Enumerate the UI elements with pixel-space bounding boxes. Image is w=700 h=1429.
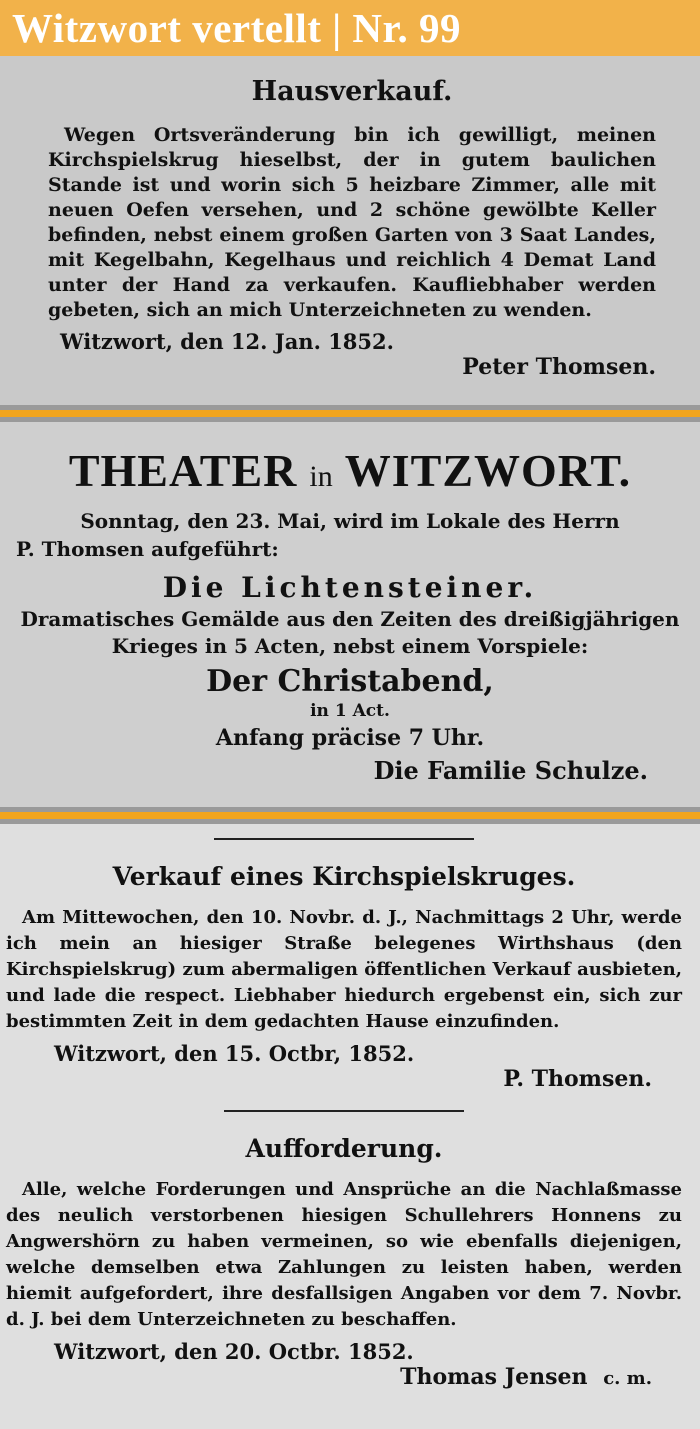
theater-word: THEATER [68,445,298,496]
ad-body: Am Mittewochen, den 10. Novbr. d. J., Nachmittags 2 Uhr, werde ich mein an hiesiger Straße belegenes Wirthshaus (den Kirchspielskrug) zum abermaligen öffentlichen Verkauf ausbieten, und lade die respect. Liebhaber hiedurch ergebenst ein, sich zur bestimmten Zeit in dem gedachten Hause einzufinden. [6,907,682,1032]
ad-body-aufforderung: Alle, welche Forderungen und Ansprüche an die Nachlaßmasse des neulich verstorbenen hiesigen Schullehrers Honnens zu Angwershörn zu haben vermeinen, so wie ebenfalls diejenigen, welche demselben etwa Zahlungen zu leisten haben, werden hiemit aufgefordert, ihre desfallsigen Angaben vor dem 7. Novbr. d. J. bei dem Unterzeichneten zu beschaffen. [6,1179,682,1330]
page-title: Witzwort vertellt | Nr. 99 [12,5,461,51]
theater-date-line: Sonntag, den 23. Mai, wird im Lokale des Herrn [80,509,620,533]
ad-hausverkauf [0,56,700,405]
play-description-1: Dramatisches Gemälde aus den Zeiten des dreißigjährigen [20,607,680,631]
ad-signature: Peter Thomsen. [462,354,656,380]
top-rule [214,838,474,840]
ad-title-aufforderung: Aufforderung. [245,1134,443,1163]
theater-heading [12,444,688,497]
header-banner [0,0,700,56]
signature-name: Thomas Jensen [400,1364,588,1390]
middle-rule [224,1110,464,1112]
play-description-2: Krieges in 5 Acten, nebst einem Vorspiele: [111,634,589,658]
section-divider [0,405,700,422]
prelude-title: Der Christabend, [206,664,494,699]
theater-in: in [309,460,333,493]
play-title: Die Lichtensteiner. [162,571,538,604]
ad-verkauf-kirchspielskrug [0,824,700,1429]
ad-signature-aufforderung [6,1364,682,1390]
signature-suffix: c. m. [603,1368,652,1389]
theater-host-line: P. Thomsen aufgeführt: [16,537,279,561]
theater-place: WITZWORT. [344,445,632,496]
ad-date: Witzwort, den 12. Jan. 1852. [60,329,394,354]
start-time: Anfang präcise 7 Uhr. [215,725,485,751]
ad-title: Verkauf eines Kirchspielskruges. [112,862,576,891]
ad-date: Witzwort, den 15. Octbr, 1852. [54,1041,415,1066]
prelude-acts: in 1 Act. [310,701,390,721]
section-divider [0,807,700,824]
ad-date-aufforderung: Witzwort, den 20. Octbr. 1852. [54,1339,414,1364]
troupe-name: Die Familie Schulze. [373,756,648,785]
ad-theater [0,422,700,807]
ad-title: Hausverkauf. [251,76,453,107]
ad-signature: P. Thomsen. [503,1066,652,1092]
ad-body: Wegen Ortsveränderung bin ich gewilligt, meinen Kirchspielskrug hieselbst, der in gutem baulichen Stande ist und worin sich 5 heizbare Zimmer, alle mit neuen Oefen versehen, und 2 schöne gewölbte Keller befinden, nebst einem großen Garten von 3 Saat Landes, mit Kegelbahn, Kegelhaus und reichlich 4 Demat Land unter der Hand za verkaufen. Kaufliebhaber werden gebeten, sich an mich Unterzeichneten zu wenden. [48,124,656,321]
